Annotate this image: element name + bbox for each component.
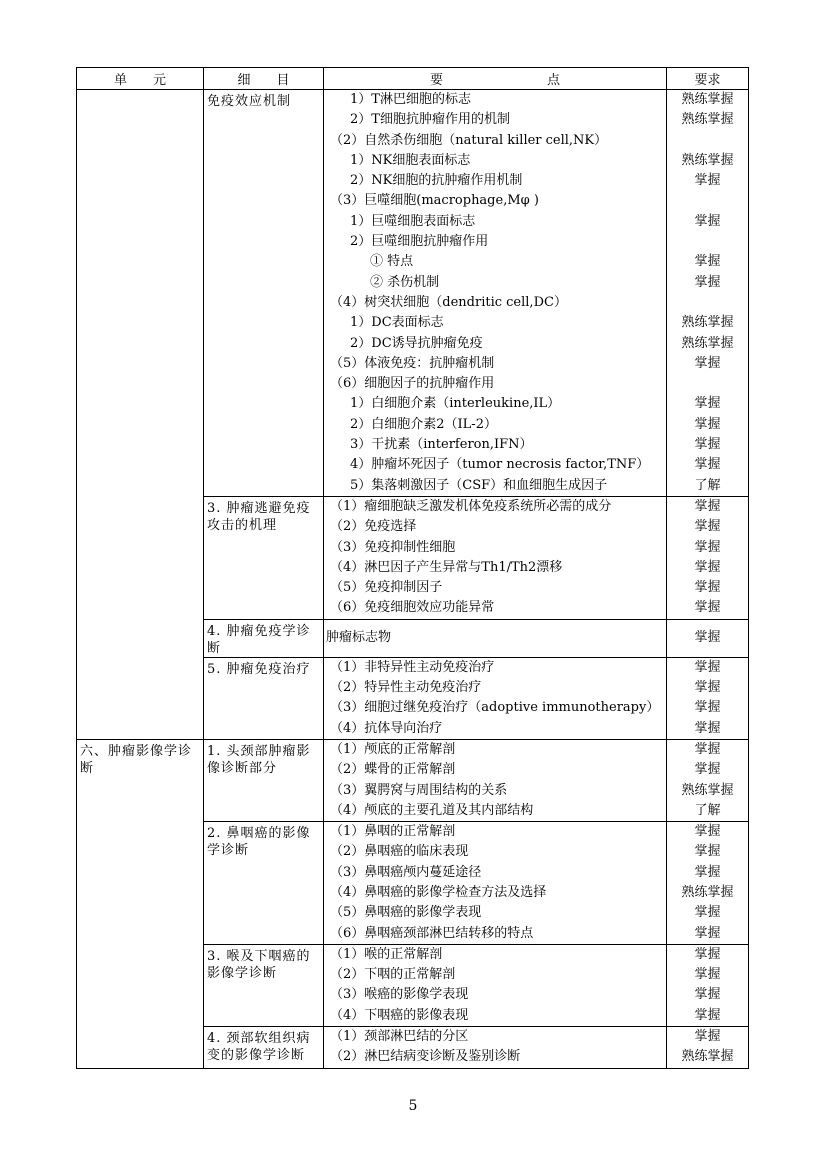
requirement-level: 熟练掌握	[681, 1049, 734, 1065]
point-item: 3）干扰素（interferon,IFN）	[350, 437, 533, 453]
requirement-level: 掌握	[694, 416, 721, 432]
points-cell	[324, 944, 667, 1026]
header-unit: 单 元	[77, 68, 204, 90]
points-cell	[324, 739, 667, 821]
point-item: （4）鼻咽癌的影像学检查方法及选择	[330, 884, 547, 900]
header-row	[77, 68, 749, 90]
detail-cell	[204, 1027, 324, 1069]
requirement-level: 掌握	[694, 396, 721, 412]
requirement-cell	[667, 496, 749, 619]
detail-label: 免疫效应机制	[207, 94, 292, 109]
point-item: 2）NK细胞的抗肿瘤作用机制	[350, 173, 523, 189]
table-row	[77, 90, 749, 497]
point-item: （1）鼻咽的正常解剖	[330, 824, 456, 840]
point-item: 2）T细胞抗肿瘤作用的机制	[350, 112, 510, 128]
requirement-level: 掌握	[694, 173, 721, 189]
detail-cell	[204, 90, 324, 497]
requirement-level: 掌握	[694, 905, 721, 921]
detail-label: 4. 肿瘤免疫学诊断	[207, 623, 311, 656]
requirement-level: 掌握	[694, 559, 721, 575]
point-item: （6）细胞因子的抗肿瘤作用	[330, 376, 495, 392]
requirement-cell	[667, 822, 749, 945]
unit-cell	[77, 90, 204, 740]
requirement-level: 熟练掌握	[681, 782, 734, 798]
point-item: 1）T淋巴细胞的标志	[350, 92, 471, 107]
requirement-level: 掌握	[694, 519, 721, 535]
requirement-level: 了解	[694, 802, 721, 818]
requirement-level: 了解	[694, 477, 721, 493]
requirement-level: 掌握	[694, 864, 721, 880]
requirement-level: 熟练掌握	[681, 112, 734, 128]
requirement-level: 掌握	[694, 274, 721, 290]
requirement-level: 掌握	[694, 680, 721, 696]
requirement-level: 熟练掌握	[681, 315, 734, 331]
requirement-level: 掌握	[694, 987, 721, 1003]
detail-label: 4. 颈部软组织病变的影像学诊断	[207, 1031, 311, 1064]
requirement-level	[667, 131, 748, 151]
requirement-level: 掌握	[694, 844, 721, 860]
syllabus-table	[76, 67, 749, 1069]
requirement-level: 掌握	[694, 630, 721, 646]
detail-label: 3. 肿瘤逃避免疫攻击的机理	[207, 500, 311, 533]
requirement-level	[667, 374, 748, 394]
header-detail: 细 目	[204, 68, 324, 90]
unit-cell	[77, 739, 204, 1068]
detail-cell	[204, 739, 324, 821]
point-item: ① 特点	[370, 254, 414, 270]
point-item: （3）鼻咽癌颅内蔓延途径	[330, 864, 482, 880]
point-item: ② 杀伤机制	[370, 274, 440, 290]
point-item: （3）翼腭窝与周围结构的关系	[330, 782, 508, 798]
requirement-level: 掌握	[694, 659, 721, 675]
point-item: 4）肿瘤坏死因子（tumor necrosis factor,TNF）	[350, 457, 650, 473]
requirement-level: 熟练掌握	[681, 92, 734, 107]
point-item: （1）颈部淋巴结的分区	[330, 1029, 469, 1045]
detail-label: 3. 喉及下咽癌的影像学诊断	[207, 948, 311, 981]
requirement-level: 掌握	[694, 1029, 721, 1045]
point-item: （2）自然杀伤细胞（natural killer cell,NK）	[330, 132, 608, 148]
point-item: （2）免疫选择	[330, 519, 417, 535]
points-cell	[324, 657, 667, 739]
requirement-level: 熟练掌握	[681, 152, 734, 168]
point-item: （2）淋巴结病变诊断及鉴别诊断	[330, 1049, 521, 1065]
requirement-cell	[667, 944, 749, 1026]
requirement-level: 掌握	[694, 967, 721, 983]
unit-label: 六、肿瘤影像学诊断	[80, 743, 193, 776]
requirement-level: 掌握	[694, 925, 721, 941]
requirement-level: 掌握	[694, 437, 721, 453]
point-item: （4）淋巴因子产生异常与Th1/Th2漂移	[330, 559, 563, 575]
point-item: （4）树突状细胞（dendritic cell,DC）	[330, 294, 567, 310]
detail-cell	[204, 496, 324, 619]
point-item: 1）DC表面标志	[350, 315, 444, 331]
point-item: 2）巨噬细胞抗肿瘤作用	[350, 234, 489, 250]
requirement-level: 掌握	[694, 355, 721, 371]
point-item: 1）巨噬细胞表面标志	[350, 213, 476, 229]
requirement-level	[667, 293, 748, 313]
requirement-level: 掌握	[694, 720, 721, 736]
point-item: （4）下咽癌的影像表现	[330, 1007, 469, 1023]
header-requirement: 要求	[667, 68, 749, 90]
point-item: （2）下咽的正常解剖	[330, 967, 456, 983]
points-cell	[324, 496, 667, 619]
point-item: （4）颅底的主要孔道及其内部结构	[330, 802, 534, 818]
detail-label: 5. 肿瘤免疫治疗	[207, 661, 311, 677]
requirement-level: 掌握	[694, 498, 721, 514]
point-item: （2）特异性主动免疫治疗	[330, 680, 482, 696]
point-item: （6）免疫细胞效应功能异常	[330, 600, 495, 616]
point-item: （4）抗体导向治疗	[330, 720, 443, 736]
requirement-cell	[667, 1027, 749, 1069]
requirement-level: 掌握	[694, 254, 721, 270]
requirement-cell	[667, 657, 749, 739]
requirement-level: 掌握	[694, 580, 721, 596]
requirement-level: 熟练掌握	[681, 335, 734, 351]
page-number: 5	[408, 1098, 418, 1114]
point-item: （1）瘤细胞缺乏激发机体免疫系统所必需的成分	[330, 498, 612, 514]
point-item: （3）细胞过继免疫治疗（adoptive immunotherapy）	[330, 700, 660, 716]
requirement-level: 掌握	[694, 762, 721, 778]
point-item: （1）非特异性主动免疫治疗	[330, 659, 495, 675]
table-row	[77, 739, 749, 821]
point-item: 2）DC诱导抗肿瘤免疫	[350, 335, 483, 351]
table-body	[77, 90, 749, 1069]
detail-cell	[204, 822, 324, 945]
requirement-level: 掌握	[694, 700, 721, 716]
requirement-cell	[667, 619, 749, 657]
detail-cell	[204, 944, 324, 1026]
requirement-level	[667, 232, 748, 252]
detail-cell	[204, 619, 324, 657]
point-item: （2）蝶骨的正常解剖	[330, 762, 456, 778]
points-cell	[324, 1027, 667, 1069]
requirement-level: 掌握	[694, 1007, 721, 1023]
requirement-level: 掌握	[694, 457, 721, 473]
unit-label	[77, 90, 203, 93]
point-item: （2）鼻咽癌的临床表现	[330, 844, 469, 860]
points-cell	[324, 90, 667, 497]
requirement-level: 熟练掌握	[681, 884, 734, 900]
point-item: （5）免疫抑制因子	[330, 580, 443, 596]
header-points: 要 点	[324, 68, 667, 90]
point-item: （1）喉的正常解剖	[330, 946, 443, 962]
point-item: 肿瘤标志物	[326, 630, 392, 646]
point-item: （5）体液免疫：抗肿瘤机制	[330, 355, 495, 371]
points-cell	[324, 619, 667, 657]
requirement-level: 掌握	[694, 741, 721, 757]
detail-label: 2. 鼻咽癌的影像学诊断	[207, 826, 311, 859]
point-item: （6）鼻咽癌颈部淋巴结转移的特点	[330, 925, 534, 941]
requirement-level: 掌握	[694, 600, 721, 616]
detail-label: 1. 头颈部肿瘤影像诊断部分	[207, 743, 311, 776]
point-item: 1）NK细胞表面标志	[350, 152, 471, 168]
point-item: 2）白细胞介素2（IL-2）	[350, 416, 497, 432]
point-item: （3）喉癌的影像学表现	[330, 987, 469, 1003]
point-item: （3）免疫抑制性细胞	[330, 539, 456, 555]
point-item: （1）颅底的正常解剖	[330, 741, 456, 757]
requirement-cell	[667, 739, 749, 821]
point-item: 1）白细胞介素（interleukine,IL）	[350, 396, 561, 412]
point-item: 5）集落刺激因子（CSF）和血细胞生成因子	[350, 477, 608, 493]
requirement-cell	[667, 90, 749, 497]
point-item: （5）鼻咽癌的影像学表现	[330, 905, 482, 921]
requirement-level	[667, 191, 748, 211]
requirement-level: 掌握	[694, 946, 721, 962]
detail-cell	[204, 657, 324, 739]
syllabus-document	[76, 67, 748, 1069]
point-item: （3）巨噬细胞(macrophage,Mφ )	[330, 193, 539, 209]
points-cell	[324, 822, 667, 945]
requirement-level: 掌握	[694, 824, 721, 840]
requirement-level: 掌握	[694, 539, 721, 555]
requirement-level: 掌握	[694, 213, 721, 229]
